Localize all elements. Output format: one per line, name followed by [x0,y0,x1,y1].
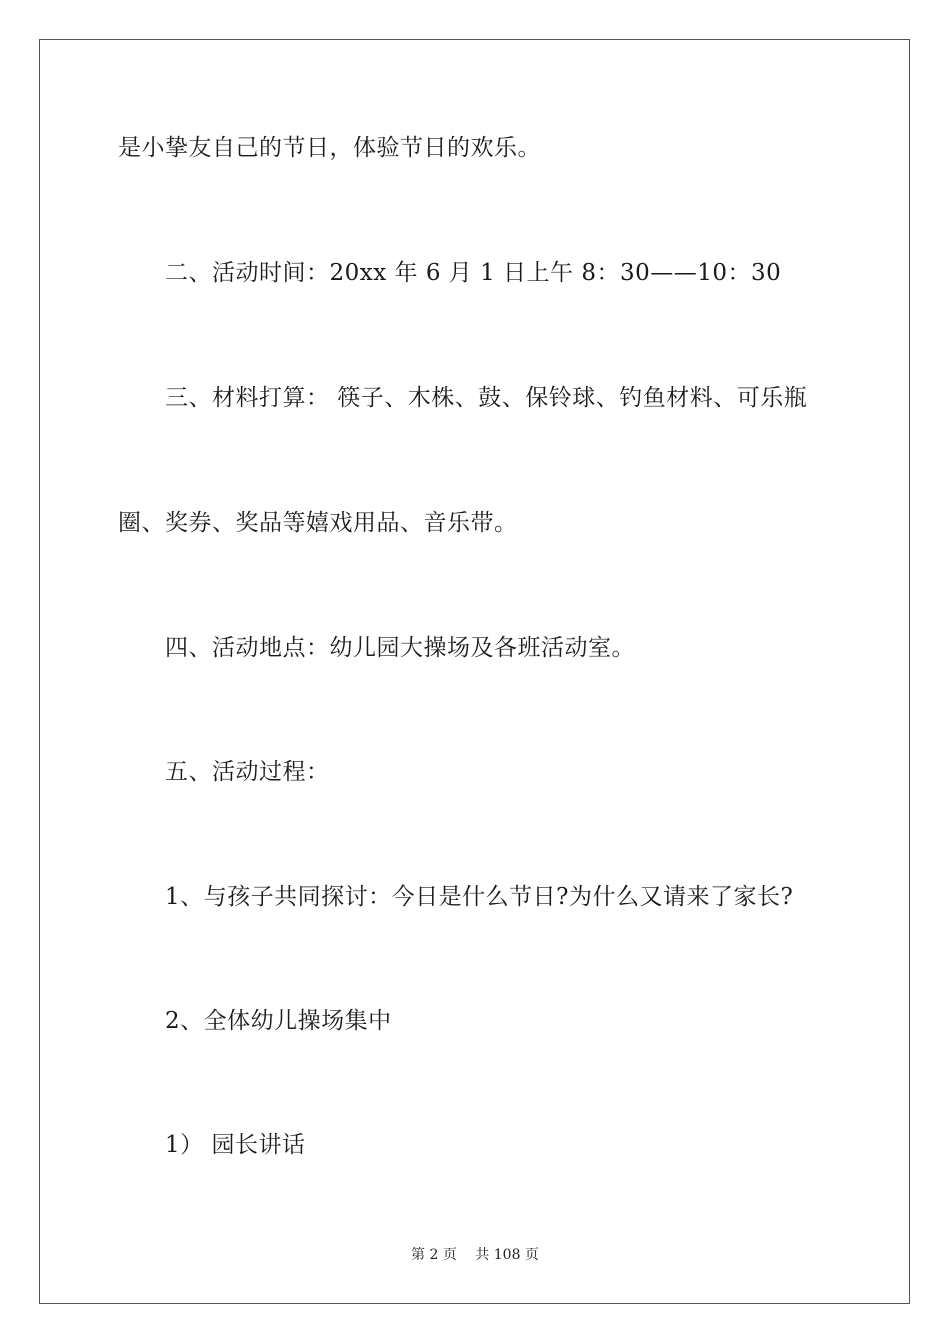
process-step-2: 2、全体幼儿操场集中 [165,1008,392,1034]
page-number-footer: 第 2 页 共 108 页 [411,1247,539,1263]
process-substep-1: 1） 园长讲话 [165,1132,306,1158]
text-line-continuation: 是小挚友自己的节日，体验节日的欢乐。 [118,135,541,161]
section-activity-location: 四、活动地点：幼儿园大操场及各班活动室。 [165,635,635,661]
section-activity-time: 二、活动时间：20xx 年 6 月 1 日上午 8：30——10：30 [165,260,782,286]
process-step-1: 1、与孩子共同探讨：今日是什么节日?为什么又请来了家长? [165,884,794,910]
section-activity-process: 五、活动过程： [165,759,330,785]
section-materials-continuation: 圈、奖券、奖品等嬉戏用品、音乐带。 [118,510,518,536]
page-border [39,39,910,1304]
section-materials: 三、材料打算： 筷子、木株、鼓、保铃球、钓鱼材料、可乐瓶 [165,385,808,411]
